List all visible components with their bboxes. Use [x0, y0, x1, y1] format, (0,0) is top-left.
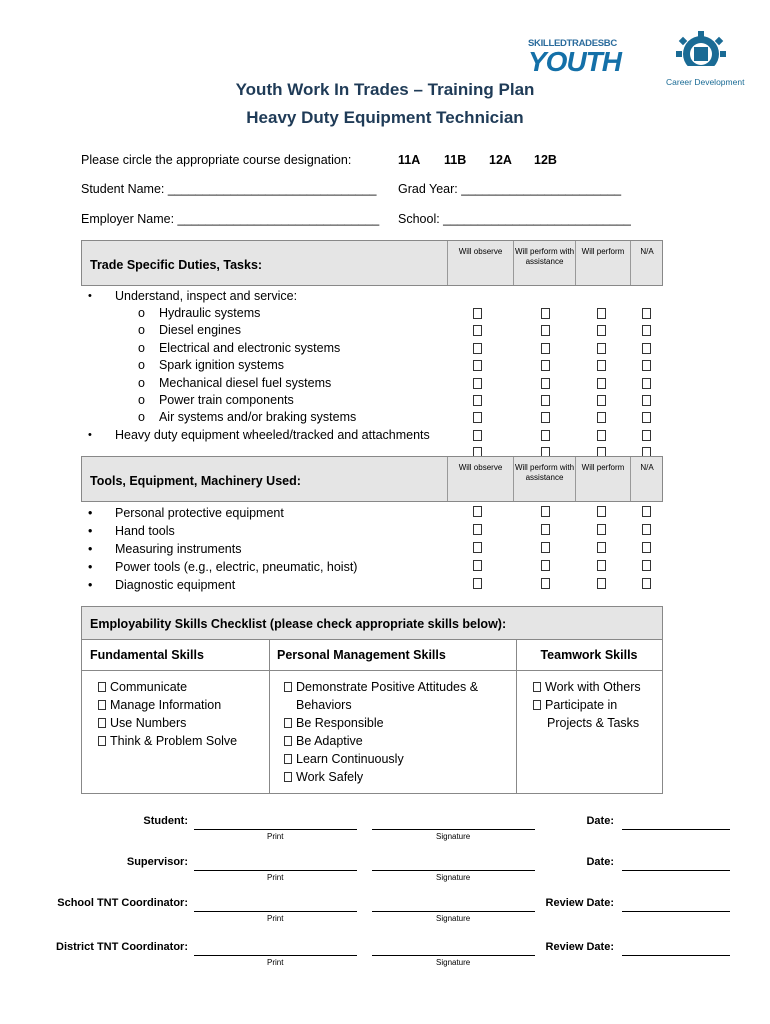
duty-sub-item-4: o Spark ignition systems [138, 358, 285, 373]
print-name-line[interactable] [194, 829, 357, 830]
checkbox[interactable] [98, 682, 106, 692]
duty-checkbox[interactable] [541, 308, 550, 319]
skill-be-adaptive[interactable]: Be Adaptive [284, 732, 363, 750]
gear-icon [668, 30, 734, 76]
signature-row-label: Supervisor: [126, 856, 188, 868]
duty-checkbox[interactable] [642, 412, 651, 423]
print-caption: Print [267, 873, 284, 882]
tool-checkbox[interactable] [473, 578, 482, 589]
skilledtradesbc-logo [528, 38, 643, 78]
duty-checkbox[interactable] [473, 308, 482, 319]
skill-communicate[interactable]: Communicate [98, 678, 187, 696]
col-will-perform-assist: Will perform with assistance [513, 241, 575, 285]
duty-checkbox[interactable] [597, 412, 606, 423]
print-caption: Print [267, 958, 284, 967]
tool-checkbox[interactable] [642, 506, 651, 517]
signature-line[interactable] [372, 955, 535, 956]
duty-checkbox[interactable] [597, 360, 606, 371]
print-name-line[interactable] [194, 955, 357, 956]
tool-checkbox[interactable] [642, 524, 651, 535]
skill-think-problem-solve[interactable]: Think & Problem Solve [98, 732, 237, 750]
duty-checkbox[interactable] [473, 378, 482, 389]
checkbox[interactable] [98, 718, 106, 728]
signature-line[interactable] [372, 911, 535, 912]
signature-caption: Signature [436, 914, 471, 923]
duty-checkbox[interactable] [541, 378, 550, 389]
duties-header [81, 240, 663, 286]
tool-checkbox[interactable] [473, 542, 482, 553]
tool-checkbox[interactable] [642, 542, 651, 553]
skill-work-safely[interactable]: Work Safely [284, 768, 363, 786]
checkbox[interactable] [533, 682, 541, 692]
tool-checkbox[interactable] [597, 506, 606, 517]
duty-checkbox[interactable] [597, 325, 606, 336]
tool-checkbox[interactable] [642, 560, 651, 571]
signature-row-label: School TNT Coordinator: [57, 897, 188, 909]
tool-item-5: • Diagnostic equipment [88, 578, 236, 592]
tool-checkbox[interactable] [597, 560, 606, 571]
column-divider [516, 639, 517, 793]
print-caption: Print [267, 914, 284, 923]
fundamental-skills-heading: Fundamental Skills [82, 639, 269, 671]
duty-checkbox[interactable] [541, 325, 550, 336]
tools-header [81, 456, 663, 502]
checkbox[interactable] [284, 772, 292, 782]
personal-skills-heading: Personal Management Skills [269, 639, 516, 671]
duty-checkbox[interactable] [473, 412, 482, 423]
tools-header-title: Tools, Equipment, Machinery Used: [90, 474, 301, 488]
tool-checkbox[interactable] [597, 524, 606, 535]
col-will-perform-assist: Will perform with assistance [513, 457, 575, 501]
duty-sub-item-7: o Air systems and/or braking systems [138, 410, 357, 425]
document-subtitle: Heavy Duty Equipment Technician [246, 108, 524, 127]
duty-main-1: Understand, inspect and service: [115, 289, 298, 303]
student-name-field[interactable]: Student Name: ______________________________ [81, 182, 377, 196]
date-label: Review Date: [545, 941, 614, 953]
duty-checkbox[interactable] [473, 360, 482, 371]
duty-checkbox[interactable] [597, 430, 606, 441]
logo-brand-top: SKILLEDTRADESBC [528, 38, 617, 49]
duty-sub-item-3: o Electrical and electronic systems [138, 340, 341, 355]
tool-item-1: • Personal protective equipment [88, 506, 284, 520]
duty-checkbox[interactable] [473, 430, 482, 441]
col-na: N/A [630, 457, 663, 501]
tool-checkbox[interactable] [541, 578, 550, 589]
duty-checkbox[interactable] [642, 430, 651, 441]
column-divider [269, 639, 270, 793]
duty-checkbox[interactable] [642, 308, 651, 319]
signature-line[interactable] [372, 870, 535, 871]
tool-checkbox[interactable] [541, 524, 550, 535]
duty-checkbox[interactable] [642, 395, 651, 406]
skill-positive-attitudes-cont: Behaviors [296, 698, 352, 712]
duty-checkbox[interactable] [597, 343, 606, 354]
duty-checkbox[interactable] [597, 395, 606, 406]
duty-checkbox[interactable] [473, 343, 482, 354]
date-line[interactable] [622, 870, 730, 871]
course-option-12a[interactable]: 12A [489, 153, 512, 167]
duty-checkbox[interactable] [473, 325, 482, 336]
signature-line[interactable] [372, 829, 535, 830]
col-na: N/A [630, 241, 663, 285]
grad-year-field[interactable]: Grad Year: _______________________ [398, 182, 622, 196]
checkbox[interactable] [284, 682, 292, 692]
col-will-perform: Will perform [575, 457, 630, 501]
duties-header-title: Trade Specific Duties, Tasks: [90, 258, 263, 272]
date-line[interactable] [622, 911, 730, 912]
col-will-observe: Will observe [447, 457, 513, 501]
course-option-11a[interactable]: 11A [398, 153, 421, 167]
tool-checkbox[interactable] [642, 578, 651, 589]
col-will-observe: Will observe [447, 241, 513, 285]
date-line[interactable] [622, 955, 730, 956]
tool-checkbox[interactable] [473, 524, 482, 535]
duty-sub-item-2: o Diesel engines [138, 323, 241, 338]
tool-item-2: • Hand tools [88, 524, 175, 538]
logo-brand-main: YOUTH [528, 46, 621, 77]
duty-sub-item-1: o Hydraulic systems [138, 306, 261, 320]
signature-caption: Signature [436, 958, 471, 967]
skill-participate-cont: Projects & Tasks [547, 716, 640, 730]
career-development-text: Career Development [666, 77, 745, 87]
skill-be-responsible[interactable]: Be Responsible [284, 714, 384, 732]
employer-name-field[interactable]: Employer Name: _____________________________ [81, 212, 380, 226]
duty-checkbox[interactable] [642, 360, 651, 371]
course-label: Please circle the appropriate course designation: [81, 153, 352, 167]
skills-header [82, 607, 662, 640]
duty-checkbox[interactable] [473, 395, 482, 406]
skills-header-title: Employability Skills Checklist (please check appropriate skills below): [90, 617, 507, 631]
skill-positive-attitudes[interactable]: Demonstrate Positive Attitudes & [284, 678, 478, 696]
print-name-line[interactable] [194, 911, 357, 912]
tool-checkbox[interactable] [597, 578, 606, 589]
signature-row-label: Student: [143, 815, 188, 827]
checkbox[interactable] [98, 736, 106, 746]
tool-checkbox[interactable] [541, 542, 550, 553]
date-line[interactable] [622, 829, 730, 830]
tool-checkbox[interactable] [541, 560, 550, 571]
tool-checkbox[interactable] [473, 506, 482, 517]
bullet-marker: • [88, 290, 92, 302]
tool-checkbox[interactable] [473, 560, 482, 571]
date-label: Review Date: [545, 897, 614, 909]
checkbox[interactable] [533, 700, 541, 710]
skill-learn-continuously[interactable]: Learn Continuously [284, 750, 404, 768]
tool-checkbox[interactable] [541, 506, 550, 517]
checkbox[interactable] [284, 718, 292, 728]
duty-sub-item-6: o Power train components [138, 393, 294, 407]
duty-checkbox[interactable] [541, 343, 550, 354]
tool-checkbox[interactable] [597, 542, 606, 553]
skill-work-with-others[interactable]: Work with Others [533, 678, 641, 696]
date-label: Date: [586, 815, 614, 827]
document-title: Youth Work In Trades – Training Plan [235, 80, 535, 99]
duty-checkbox[interactable] [642, 378, 651, 389]
employability-skills-table [81, 606, 663, 794]
checkbox[interactable] [98, 700, 106, 710]
duty-checkbox[interactable] [642, 325, 651, 336]
duty-checkbox[interactable] [541, 395, 550, 406]
checkbox[interactable] [284, 754, 292, 764]
skill-manage-information[interactable]: Manage Information [98, 696, 221, 714]
duty-checkbox[interactable] [541, 412, 550, 423]
duty-sub-item-5: o Mechanical diesel fuel systems [138, 375, 332, 390]
print-name-line[interactable] [194, 870, 357, 871]
course-option-11b[interactable]: 11B [444, 153, 467, 167]
duty-checkbox[interactable] [541, 360, 550, 371]
signature-caption: Signature [436, 873, 471, 882]
tool-item-3: • Measuring instruments [88, 542, 242, 556]
skill-participate[interactable]: Participate in [533, 696, 617, 714]
checkbox[interactable] [284, 736, 292, 746]
tool-item-4: • Power tools (e.g., electric, pneumatic, hoist) [88, 560, 358, 574]
print-caption: Print [267, 832, 284, 841]
duty-checkbox[interactable] [642, 343, 651, 354]
bullet-marker: • [88, 429, 92, 441]
duty-checkbox[interactable] [597, 378, 606, 389]
teamwork-skills-heading: Teamwork Skills [516, 639, 662, 671]
duty-checkbox[interactable] [597, 308, 606, 319]
course-option-12b[interactable]: 12B [534, 153, 557, 167]
duty-main-2: Heavy duty equipment wheeled/tracked and attachments [115, 428, 430, 442]
duty-checkbox[interactable] [541, 430, 550, 441]
date-label: Date: [586, 856, 614, 868]
signature-caption: Signature [436, 832, 471, 841]
school-field[interactable]: School: ___________________________ [398, 212, 631, 226]
signature-row-label: District TNT Coordinator: [56, 941, 188, 953]
skill-use-numbers[interactable]: Use Numbers [98, 714, 186, 732]
col-will-perform: Will perform [575, 241, 630, 285]
